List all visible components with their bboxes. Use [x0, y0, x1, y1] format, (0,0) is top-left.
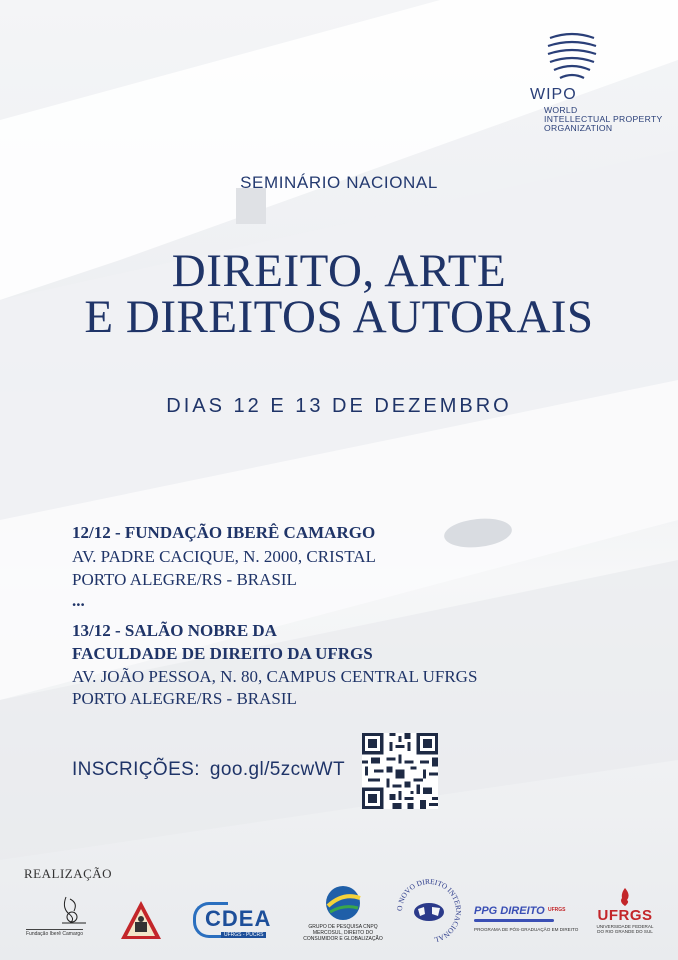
logo-novo-direito-internacional [394, 876, 464, 946]
location-1-city: PORTO ALEGRE/RS - BRASIL [72, 570, 297, 589]
location-1-heading: 12/12 - FUNDAÇÃO IBERÊ CAMARGO [72, 523, 376, 542]
separator: ... [72, 591, 85, 610]
location-2-address: AV. JOÃO PESSOA, N. 80, CAMPUS CENTRAL UFRGS [72, 667, 478, 686]
logo-ppg-direito: PPG DIREITO UFRGS PROGRAMA DE PÓS-GRADUAÇÃO EM DIREITO [474, 905, 579, 932]
event-title-line2: E DIREITOS AUTORAIS [84, 291, 594, 343]
wipo-globe-icon [542, 28, 602, 84]
svg-text:O NOVO DIREITO INTERNACIONAL: O NOVO DIREITO INTERNACIONAL [394, 876, 464, 945]
wipo-full-name: WORLD INTELLECTUAL PROPERTY ORGANIZATION [544, 105, 663, 133]
event-kicker: SEMINÁRIO NACIONAL [240, 173, 438, 192]
globe-swoosh-icon [324, 884, 362, 922]
ibere-sketch-icon [26, 893, 112, 927]
triangle-emblem-icon [120, 900, 162, 940]
logo-fundacao-ibere: Fundação Iberê Camargo [26, 893, 112, 939]
qr-code[interactable] [362, 733, 438, 809]
logo-ufrgs: UFRGS UNIVERSIDADE FEDERAL DO RIO GRANDE DO SUL [590, 888, 660, 944]
registration [72, 759, 345, 781]
sponsors-label: REALIZAÇÃO [24, 866, 113, 881]
world-map-seal-icon [394, 876, 464, 946]
location-2-heading: 13/12 - SALÃO NOBRE DA [72, 621, 277, 640]
location-1-address: AV. PADRE CACIQUE, N. 2000, CRISTAL [72, 547, 376, 566]
event-title-line1: DIREITO, ARTE [171, 245, 507, 297]
location-2-heading2: FACULDADE DE DIREITO DA UFRGS [72, 644, 373, 663]
event-dates: DIAS 12 E 13 DE DEZEMBRO [166, 395, 512, 417]
registration-label: INSCRIÇÕES: [72, 759, 200, 780]
registration-link[interactable]: goo.gl/5zcwWT [209, 759, 345, 780]
logo-grupo-pesquisa: GRUPO DE PESQUISA CNPQ MERCOSUL, DIREITO DO CONSUMIDOR E GLOBALIZAÇÃO [300, 884, 386, 940]
logo-triangle-emblem [120, 900, 162, 945]
logo-cdea: CDEA UFRGS - PUCRS [193, 902, 267, 940]
wipo-acronym: WIPO [530, 86, 577, 103]
flame-icon [618, 888, 632, 906]
location-2-city: PORTO ALEGRE/RS - BRASIL [72, 689, 297, 708]
